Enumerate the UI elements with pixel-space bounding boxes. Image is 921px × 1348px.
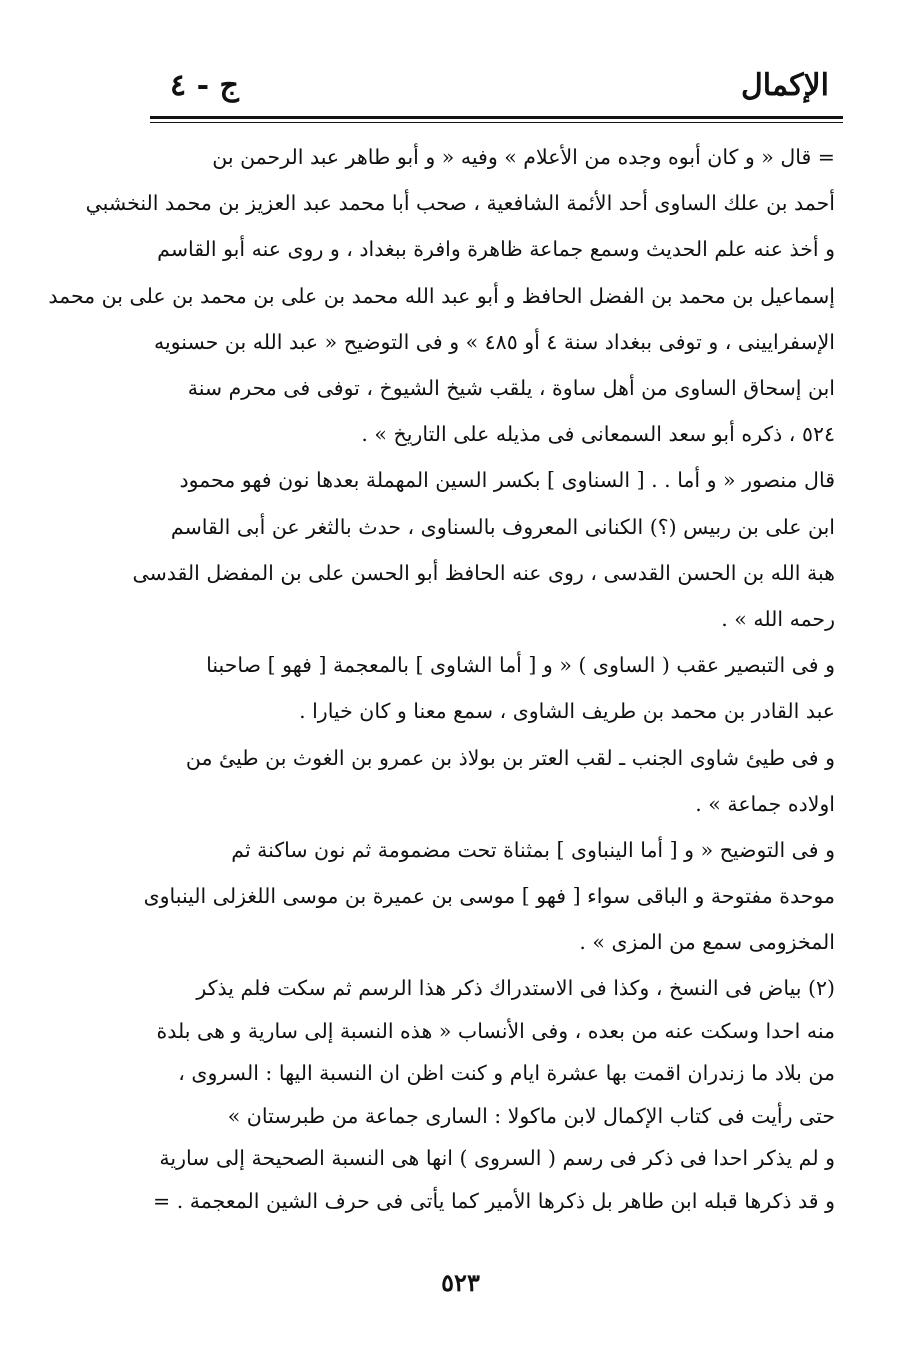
text-line: هبة الله بن الحسن القدسى ، روى عنه الحافظ أبو الحسن على بن المفضل القدسى (132, 560, 835, 585)
text-line: المخزومى سمع من المزى » . (579, 930, 835, 955)
footnote-line: و لم يذكر احدا فى ذكر فى رسم ( السروى ) انها هى النسبة الصحيحة إلى سارية (159, 1146, 835, 1171)
header-rule-thick (150, 116, 843, 119)
footnote-line: حتى رأيت فى كتاب الإكمال لابن ماكولا : السارى جماعة من طبرستان » (227, 1103, 835, 1128)
footnote-line: من بلاد ما زندران اقمت بها عشرة ايام و كنت اظن ان النسبة اليها : السروى ، (178, 1061, 835, 1086)
main-text (48, 134, 835, 966)
text-line: الإسفرايينى ، و توفى ببغداد سنة ٤ أو ٤٨٥ » و فى التوضيح « عبد الله بن حسنويه (153, 329, 835, 354)
footnote-line: (٢) بياض فى النسخ ، وكذا فى الاستدراك ذكر هذا الرسم ثم سكت فلم يذكر (196, 976, 835, 1000)
footnote-line: منه احدا وسكت عنه من بعده ، وفى الأنساب « هذه النسبة إلى سارية و هى بلدة (156, 1018, 835, 1043)
text-line: رحمه الله » . (721, 607, 835, 632)
text-line: و فى التبصير عقب ( الساوى ) « و [ أما الشاوى ] بالمعجمة [ فهو ] صاحبنا (206, 653, 835, 678)
text-line: اولاده جماعة » . (695, 791, 835, 816)
text-line: و فى طيئ شاوى الجنب ـ لقب العتر بن بولاذ بن عمرو بن الغوث بن طيئ من (185, 745, 835, 770)
text-line: = قال « و كان أبوه وجده من الأعلام » وفيه « و أبو طاهر عبد الرحمن بن (212, 145, 835, 169)
text-line: موحدة مفتوحة و الباقى سواء [ فهو ] موسى بن عميرة بن موسى اللغزلى الينباوى (143, 884, 835, 909)
text-line: ٥٢٤ ، ذكره أبو سعد السمعانى فى مذيله على التاريخ » . (361, 422, 835, 447)
text-line: ابن إسحاق الساوى من أهل ساوة ، يلقب شيخ الشيوخ ، توفى فى محرم سنة (187, 376, 835, 401)
running-header (170, 62, 829, 110)
header-rule-thin (150, 122, 843, 123)
text-line: ابن على بن ربيس (؟) الكنانى المعروف بالسناوى ، حدث بالثغر عن أبى القاسم (170, 514, 835, 539)
volume-number: ج - ٤ (170, 68, 239, 103)
text-line: أحمد بن علك الساوى أحد الأئمة الشافعية ، صحب أبا محمد عبد العزيز بن محمد النخشبي (85, 191, 835, 216)
book-title: الإكمال (740, 68, 829, 103)
text-line: قال منصور « و أما . . [ السناوى ] بكسر السين المهملة بعدها نون فهو محمود (179, 468, 835, 493)
text-line: و أخذ عنه علم الحديث وسمع جماعة ظاهرة وافرة ببغداد ، و روى عنه أبو القاسم (157, 237, 835, 262)
text-line: إسماعيل بن محمد بن الفضل الحافظ و أبو عبد الله محمد بن على بن محمد بن على بن محمد (48, 283, 835, 308)
page-number: ٥٢٣ (441, 1268, 480, 1297)
text-line: عبد القادر بن محمد بن طريف الشاوى ، سمع معنا و كان خيارا . (299, 699, 835, 724)
text-line: و فى التوضيح « و [ أما الينباوى ] بمثناة تحت مضمومة ثم نون ساكنة ثم (231, 838, 835, 863)
footnote-line: و قد ذكرها قبله ابن طاهر بل ذكرها الأمير كما يأتى فى حرف الشين المعجمة . = (153, 1188, 835, 1213)
footnotes (153, 967, 835, 1223)
